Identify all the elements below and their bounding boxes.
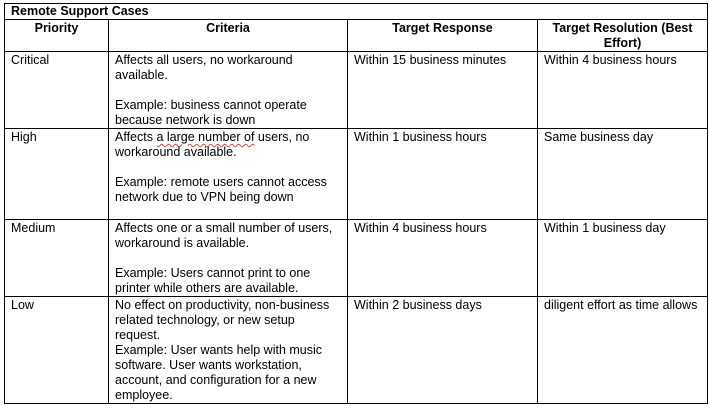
column-header-target-response: Target Response: [348, 20, 538, 52]
criteria-cell: [109, 129, 348, 220]
priority-cell: High: [5, 129, 109, 220]
table-title: Remote Support Cases: [5, 4, 708, 20]
criteria-example: Example: remote users cannot access network due to VPN being down: [115, 175, 327, 204]
column-header-priority: Priority: [5, 20, 109, 52]
response-cell: Within 1 business hours: [348, 129, 538, 220]
table-row-high: [5, 129, 708, 220]
criteria-cell: [109, 220, 348, 297]
criteria-example: Example: business cannot operate because network is down: [115, 98, 307, 127]
criteria-example: Example: User wants help with music software. User wants workstation, account, and configuration for a new employee.: [115, 343, 323, 402]
response-cell: Within 2 business days: [348, 297, 538, 404]
criteria-text-start: Affects: [115, 130, 157, 144]
criteria-text: Affects all users, no workaround available.: [115, 53, 293, 82]
criteria-text: [115, 130, 341, 160]
column-header-criteria: Criteria: [109, 20, 348, 52]
table-title-row: [5, 4, 708, 20]
priority-cell: Medium: [5, 220, 109, 297]
resolution-cell: diligent effort as time allows: [538, 297, 708, 404]
column-header-target-resolution: Target Resolution (Best Effort): [538, 20, 708, 52]
resolution-cell: Same business day: [538, 129, 708, 220]
grammar-flagged-text: a large number of: [156, 130, 255, 144]
criteria-text-end: users, no workaround available.: [115, 130, 310, 159]
criteria-text: No effect on productivity, non-business related technology, or new setup request.: [115, 298, 330, 342]
table-row-low: [5, 297, 708, 404]
table-row-critical: [5, 52, 708, 129]
response-cell: Within 4 business hours: [348, 220, 538, 297]
priority-cell: Critical: [5, 52, 109, 129]
table-row-medium: [5, 220, 708, 297]
criteria-text: Affects one or a small number of users, workaround is available.: [115, 221, 333, 250]
criteria-example: Example: Users cannot print to one printer while others are available.: [115, 266, 311, 295]
criteria-cell: [109, 52, 348, 129]
response-cell: Within 15 business minutes: [348, 52, 538, 129]
support-cases-table: [4, 3, 708, 404]
priority-cell: Low: [5, 297, 109, 404]
header-row: [5, 20, 708, 52]
resolution-cell: Within 1 business day: [538, 220, 708, 297]
resolution-cell: Within 4 business hours: [538, 52, 708, 129]
criteria-cell: [109, 297, 348, 404]
